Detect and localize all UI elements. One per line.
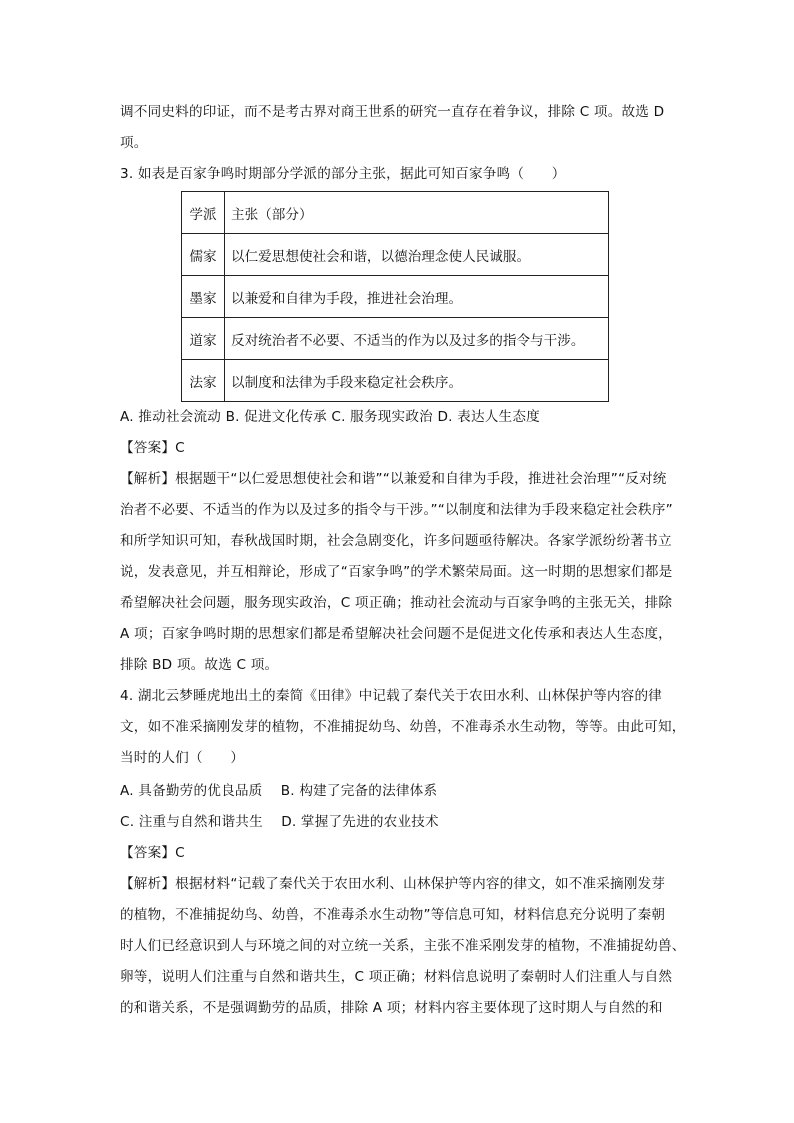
question-3-analysis-line: 和所学知识可知，春秋战国时期，社会急剧变化，许多问题亟待解决。各家学派纷纷著书立	[120, 533, 672, 549]
table-header-idea: 主张（部分）	[225, 192, 609, 234]
table-row	[182, 276, 609, 318]
schools-table	[181, 191, 609, 402]
question-3-stem: 3. 如表是百家争鸣时期部分学派的部分主张，据此可知百家争鸣（ ）	[120, 166, 566, 182]
question-3-analysis-line: A 项；百家争鸣时期的思想家们都是希望解决社会问题不是促进文化传承和表达人生态度，	[120, 626, 672, 642]
intro-line-1: 调不同史料的印证，而不是考古界对商王世系的研究一直存在着争议，排除 C 项。故选 D	[120, 104, 665, 120]
question-3-analysis-line: 说，发表意见，并互相辩论，形成了“百家争鸣”的学术繁荣局面。这一时期的思想家们都是	[120, 564, 673, 580]
question-3-analysis-line: 【解析】根据题干“以仁爱思想使社会和谐”“以兼爱和自律为手段，推进社会治理”“反对统	[120, 471, 667, 487]
table-cell-school: 墨家	[182, 276, 225, 318]
table-header-row	[182, 192, 609, 234]
question-4-analysis-line: 的植物，不准捕捉幼鸟、幼兽，不准毒杀水生动物”等信息可知，材料信息充分说明了秦朝	[120, 907, 666, 923]
question-4-stem-line: 当时的人们（ ）	[120, 750, 245, 766]
table-cell-idea: 反对统治者不必要、不适当的作为以及过多的指令与干涉。	[225, 318, 609, 360]
table-header-school: 学派	[182, 192, 225, 234]
question-4-analysis-line: 的和谐关系，不是强调勤劳的品质，排除 A 项；材料内容主要体现了这时期人与自然的和	[120, 1000, 663, 1016]
table-cell-school: 法家	[182, 360, 225, 402]
question-4-analysis-line: 时人们已经意识到人与环境之间的对立统一关系，主张不准采刚发芽的植物，不准捕捉幼兽、	[120, 938, 686, 954]
question-4-analysis-line: 【解析】根据材料“记载了秦代关于农田水利、山林保护等内容的律文，如不准采摘刚发芽	[120, 876, 666, 892]
table-row	[182, 360, 609, 402]
table-cell-idea: 以仁爱思想使社会和谐，以德治理念使人民诚服。	[225, 234, 609, 276]
table-cell-school: 儒家	[182, 234, 225, 276]
table-row	[182, 318, 609, 360]
question-3-answer: 【答案】C	[120, 440, 185, 456]
question-3-analysis-line: 排除 BD 项。故选 C 项。	[120, 657, 279, 673]
question-3-analysis-line: 希望解决社会问题，服务现实政治，C 项正确；推动社会流动与百家争鸣的主张无关，排除	[120, 595, 673, 611]
table-row	[182, 234, 609, 276]
question-4-options-line: A. 具备勤劳的优良品质 B. 构建了完备的法律体系	[120, 783, 438, 799]
table-cell-idea: 以制度和法律为手段来稳定社会秩序。	[225, 360, 609, 402]
question-3-analysis-line: 治者不必要、不适当的作为以及过多的指令与干涉。”“以制度和法律为手段来稳定社会秩序”	[120, 502, 673, 518]
question-4-options-line: C. 注重与自然和谐共生 D. 掌握了先进的农业技术	[120, 814, 439, 830]
table-cell-idea: 以兼爱和自律为手段，推进社会治理。	[225, 276, 609, 318]
question-4-answer: 【答案】C	[120, 845, 185, 861]
question-4-analysis-line: 卵等，说明人们注重与自然和谐共生，C 项正确；材料信息说明了秦朝时人们注重人与自然	[120, 969, 673, 985]
question-4-stem-line: 文，如不准采摘刚发芽的植物，不准捕捉幼鸟、幼兽，不准毒杀水生动物，等等。由此可知，	[120, 719, 686, 735]
question-4-stem-line: 4. 湖北云梦睡虎地出土的秦简《田律》中记载了秦代关于农田水利、山林保护等内容的律	[120, 688, 663, 704]
table-cell-school: 道家	[182, 318, 225, 360]
intro-line-2: 项。	[120, 135, 148, 151]
question-3-options: A. 推动社会流动 B. 促进文化传承 C. 服务现实政治 D. 表达人生态度	[120, 409, 540, 425]
